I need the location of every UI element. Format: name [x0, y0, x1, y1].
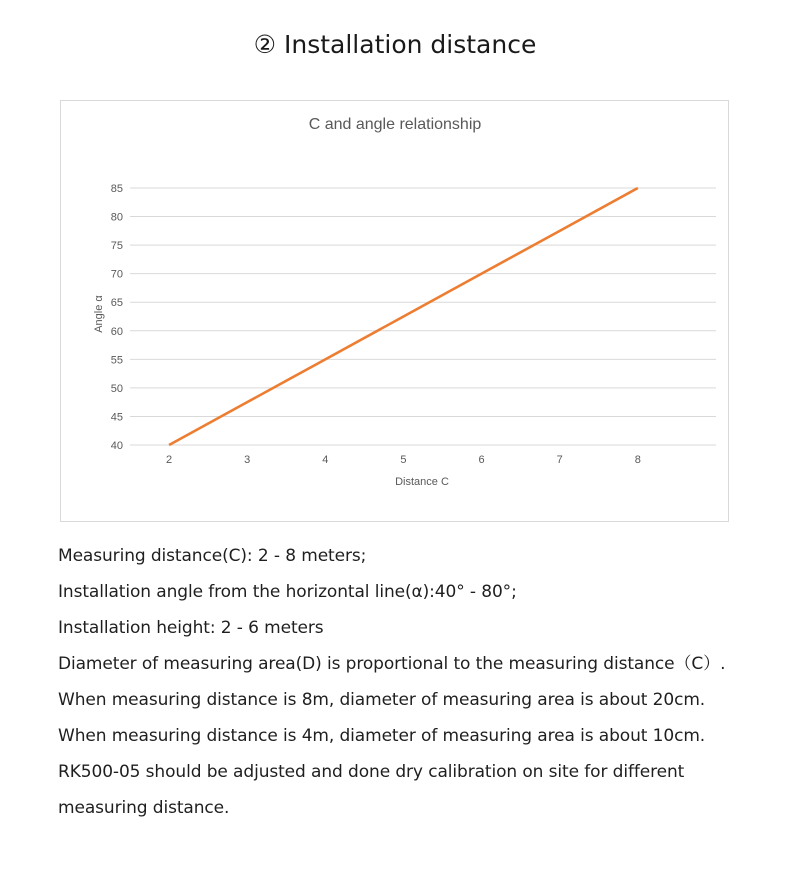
x-tick-label: 2: [166, 454, 173, 466]
y-tick-label: 45: [110, 411, 123, 424]
description-line: Installation angle from the horizontal line(α):40° - 80°;: [58, 582, 517, 602]
grid-lines: [130, 188, 716, 445]
y-tick-label: 50: [110, 382, 123, 395]
y-tick-label: 70: [110, 268, 123, 281]
y-tick-label: 65: [110, 297, 123, 310]
y-tick-label: 55: [110, 354, 123, 367]
description-line: Diameter of measuring area(D) is proportional to the measuring distance（C）.: [58, 654, 726, 674]
y-tick-labels: [111, 183, 123, 452]
description-line: measuring distance.: [58, 798, 230, 818]
description-line: Installation height: 2 - 6 meters: [58, 618, 324, 638]
y-tick-label: 80: [110, 211, 123, 224]
chart-container: [60, 100, 729, 522]
x-tick-label: 3: [244, 454, 251, 466]
y-tick-label: 85: [110, 183, 123, 195]
y-tick-label: 40: [110, 440, 123, 452]
description-line: RK500-05 should be adjusted and done dry calibration on site for different: [58, 762, 685, 782]
line-chart: [61, 101, 730, 523]
x-tick-label: 7: [556, 454, 563, 466]
chart-title: C and angle relationship: [308, 116, 482, 133]
series-lines: [169, 188, 638, 445]
description-line: Measuring distance(C): 2 - 8 meters;: [58, 546, 367, 566]
x-axis-label: Distance C: [395, 476, 449, 488]
y-tick-label: 60: [110, 325, 123, 338]
x-tick-label: 5: [400, 454, 407, 466]
description-line: When measuring distance is 4m, diameter of measuring area is about 10cm.: [58, 726, 706, 746]
description-text: [58, 538, 758, 826]
x-tick-labels: [166, 454, 641, 466]
x-tick-label: 4: [322, 454, 329, 466]
y-tick-label: 75: [110, 240, 123, 253]
series-line: [169, 188, 638, 445]
description-line: When measuring distance is 8m, diameter of measuring area is about 20cm.: [58, 690, 706, 710]
x-tick-label: 6: [478, 454, 485, 466]
x-tick-label: 8: [634, 454, 641, 466]
page-heading: ② Installation distance: [253, 30, 537, 59]
y-axis-label: Angle α: [93, 295, 105, 333]
